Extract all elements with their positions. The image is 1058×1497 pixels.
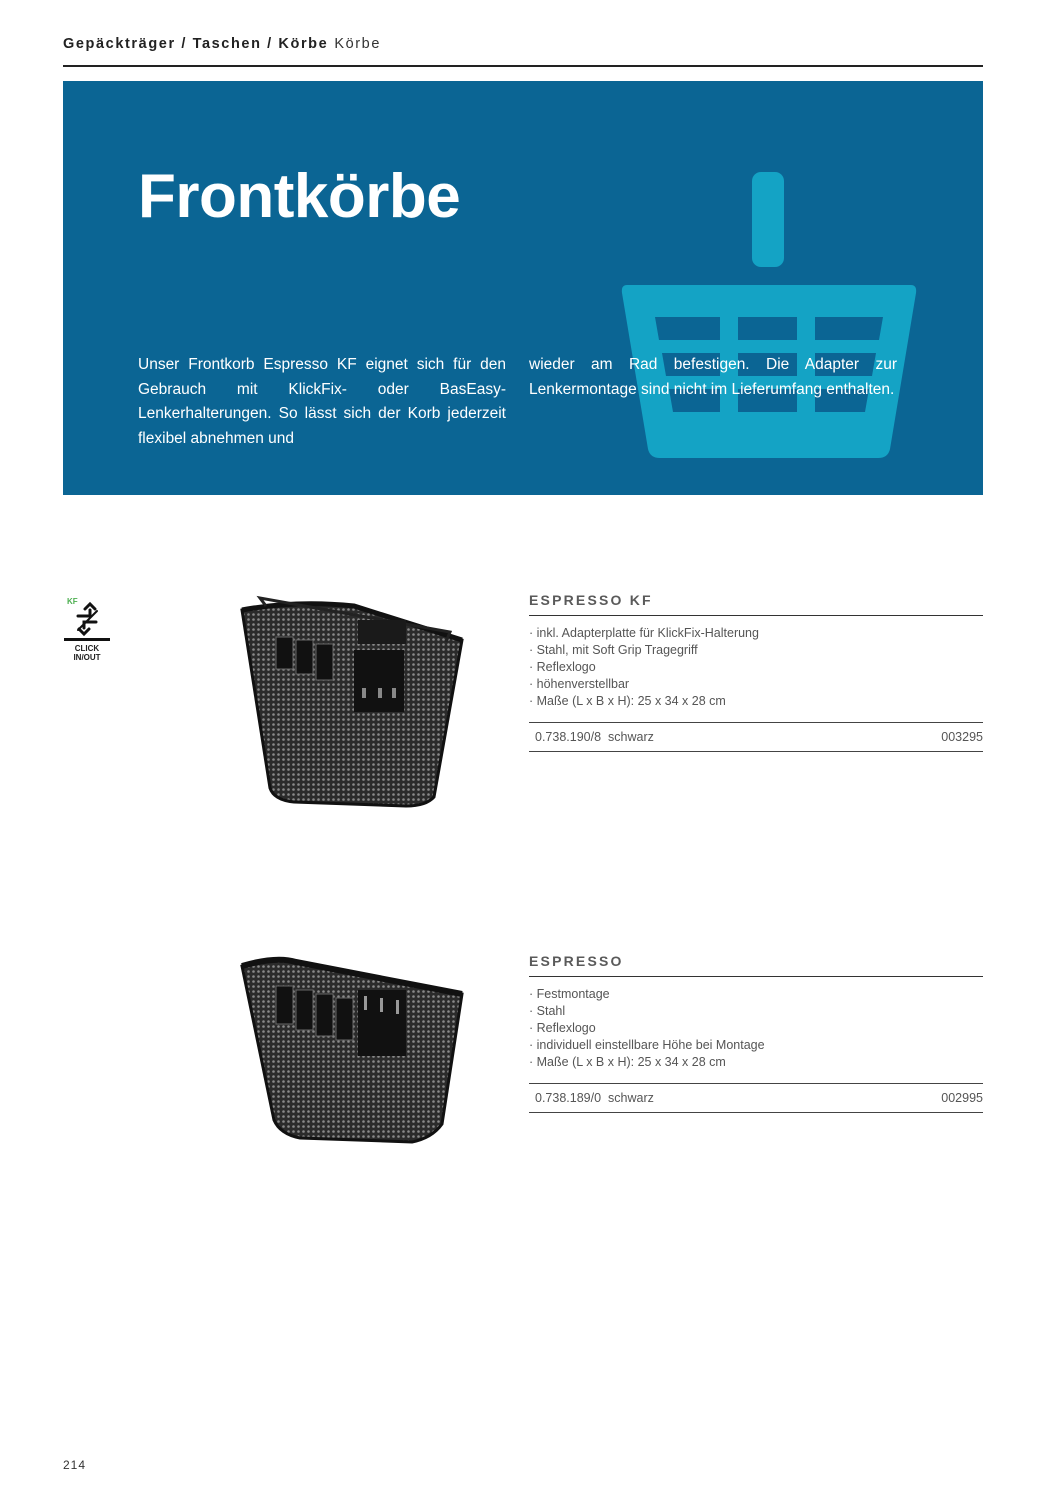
order-row xyxy=(529,1083,983,1113)
color-label: schwarz xyxy=(608,730,654,744)
product-name: ESPRESSO xyxy=(529,953,983,977)
page-title: Frontkörbe xyxy=(138,162,461,231)
product-image-espresso xyxy=(236,954,468,1168)
feature-item: · höhenverstellbar xyxy=(529,676,983,693)
hero-banner xyxy=(63,81,983,495)
product-espresso xyxy=(529,953,983,1113)
klickfix-badge xyxy=(64,594,110,664)
feature-list xyxy=(529,977,983,1083)
product-name: ESPRESSO KF xyxy=(529,592,983,616)
badge-line-1: CLICK xyxy=(74,644,100,653)
feature-item: · Reflexlogo xyxy=(529,659,983,676)
breadcrumb-path[interactable]: Gepäckträger / Taschen / Körbe xyxy=(63,36,329,52)
feature-item: · Stahl, mit Soft Grip Tragegriff xyxy=(529,642,983,659)
basket-icon xyxy=(619,169,919,461)
feature-item: · Reflexlogo xyxy=(529,1020,983,1037)
feature-item: · Festmontage xyxy=(529,986,983,1003)
feature-item: · Maße (L x B x H): 25 x 34 x 28 cm xyxy=(529,693,983,710)
intro-text-column-1: Unser Frontkorb Espresso KF eignet sich für den Gebrauch mit KlickFix- oder BasEasy-Lenkerhalterungen. So lässt sich der Korb jederzeit flexibel abnehmen und xyxy=(138,356,506,447)
feature-item: · Stahl xyxy=(529,1003,983,1020)
badge-line-2: IN/OUT xyxy=(73,653,101,662)
page-number: 214 xyxy=(63,1458,87,1472)
breadcrumb xyxy=(63,36,381,52)
order-code: 002995 xyxy=(941,1091,983,1105)
feature-item: · individuell einstellbare Höhe bei Montage xyxy=(529,1037,983,1054)
article-number: 0.738.189/0 xyxy=(535,1091,602,1105)
order-code: 003295 xyxy=(941,730,983,744)
feature-item: · inkl. Adapterplatte für KlickFix-Halterung xyxy=(529,625,983,642)
badge-kf-label: KF xyxy=(67,597,78,606)
product-espresso-kf xyxy=(529,592,983,752)
breadcrumb-current: Körbe xyxy=(334,36,382,52)
article-number: 0.738.190/8 xyxy=(535,730,602,744)
color-label: schwarz xyxy=(608,1091,654,1105)
header-divider xyxy=(63,65,983,67)
product-image-espresso-kf xyxy=(236,592,468,810)
order-row xyxy=(529,722,983,752)
feature-list xyxy=(529,616,983,722)
intro-text-column-2: wieder am Rad befestigen. Die Adapter zur Lenkermontage sind nicht im Lieferumfang enthalten. xyxy=(529,356,897,398)
feature-item: · Maße (L x B x H): 25 x 34 x 28 cm xyxy=(529,1054,983,1071)
